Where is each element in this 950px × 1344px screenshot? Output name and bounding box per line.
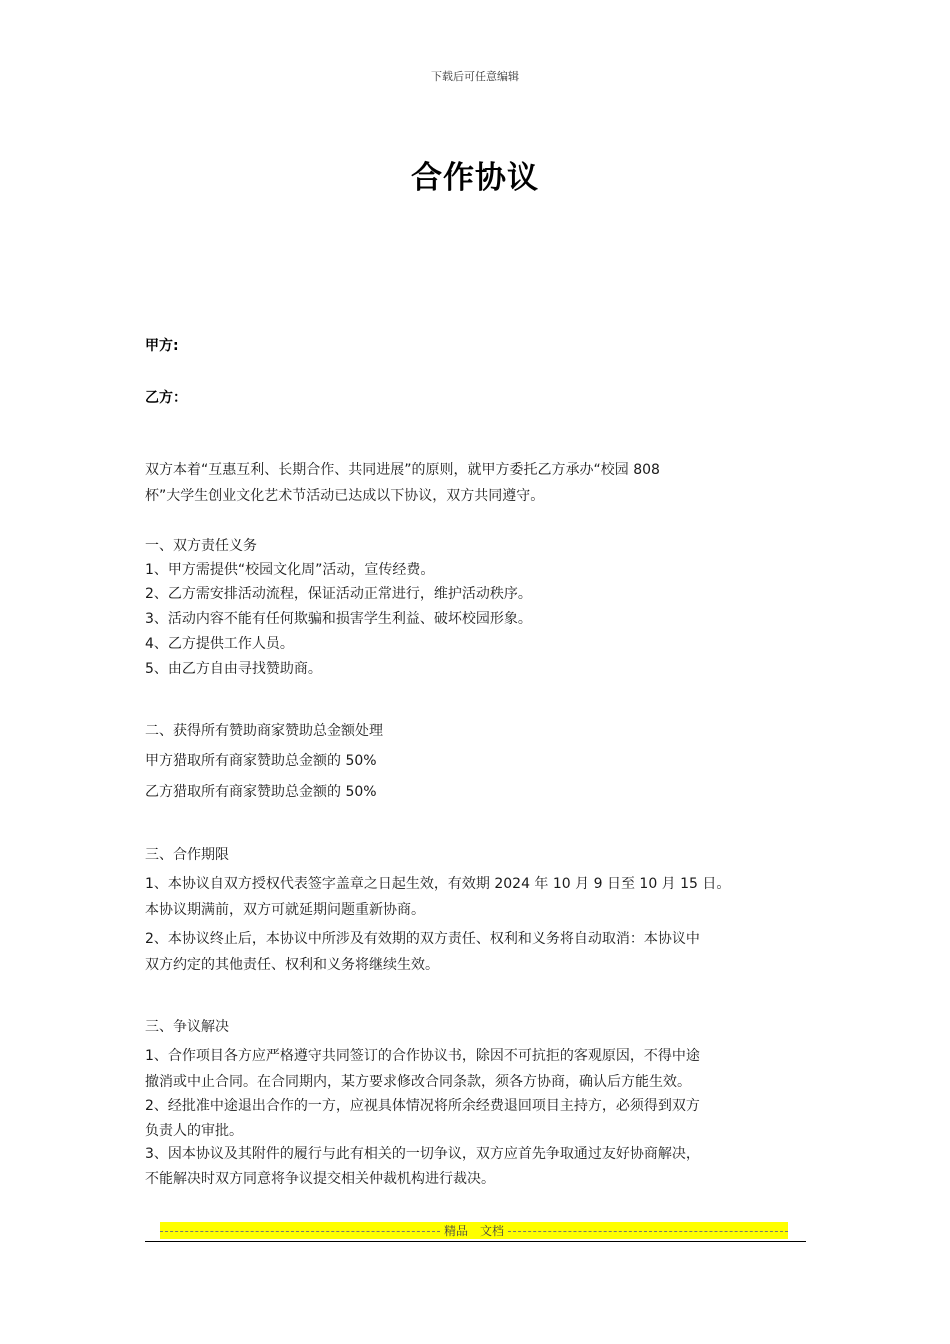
clause-line: 5、由乙方自由寻找赞助商。 — [145, 661, 322, 677]
clause-line: 乙方猎取所有商家赞助总金额的 50% — [145, 784, 377, 800]
section-heading: 二、获得所有赞助商家赞助总金额处理 — [145, 723, 383, 739]
clause-line: 甲方猎取所有商家赞助总金额的 50% — [145, 753, 377, 769]
clause-line: 4、乙方提供工作人员。 — [145, 636, 294, 652]
clause-line: 本协议期满前，双方可就延期问题重新协商。 — [145, 902, 425, 918]
clause-line: 2、乙方需安排活动流程，保证活动正常进行，维护活动秩序。 — [145, 586, 532, 602]
clause-line: 2、本协议终止后，本协议中所涉及有效期的双方责任、权利和义务将自动取消：本协议中 — [145, 931, 700, 947]
footer-rule — [145, 1241, 806, 1242]
section-heading: 三、合作期限 — [145, 847, 229, 863]
footer-dash-left — [160, 1231, 440, 1232]
clause-line: 1、合作项目各方应严格遵守共同签订的合作协议书，除因不可抗拒的客观原因，不得中途 — [145, 1048, 700, 1064]
party-a-label: 甲方: — [145, 338, 179, 354]
top-note: 下载后可任意编辑 — [431, 70, 519, 83]
section-heading: 一、双方责任义务 — [145, 538, 257, 554]
footer-dash-right — [508, 1231, 788, 1232]
clause-line: 1、甲方需提供“校园文化周”活动，宣传经费。 — [145, 562, 435, 578]
clause-line: 3、因本协议及其附件的履行与此有相关的一切争议，双方应首先争取通过友好协商解决， — [145, 1146, 700, 1162]
intro-line: 双方本着“互惠互利、长期合作、共同进展”的原则，就甲方委托乙方承办“校园 808 — [145, 462, 660, 478]
party-b-label: 乙方： — [145, 390, 187, 406]
clause-line: 1、本协议自双方授权代表签字盖章之日起生效，有效期 2024 年 10 月 9 日至 10 月 15 日。 — [145, 876, 731, 892]
intro-line: 杯”大学生创业文化艺术节活动已达成以下协议，双方共同遵守。 — [145, 488, 545, 504]
clause-line: 负责人的审批。 — [145, 1123, 243, 1139]
clause-line: 3、活动内容不能有任何欺骗和损害学生利益、破坏校园形象。 — [145, 611, 532, 627]
clause-line: 不能解决时双方同意将争议提交相关仲裁机构进行裁决。 — [145, 1171, 495, 1187]
footer-label: 精品 文档 — [444, 1224, 505, 1238]
footer-highlight-band — [160, 1222, 788, 1239]
section-heading: 三、争议解决 — [145, 1019, 229, 1035]
clause-line: 双方约定的其他责任、权利和义务将继续生效。 — [145, 957, 439, 973]
document-title: 合作协议 — [411, 160, 539, 196]
clause-line: 2、经批准中途退出合作的一方，应视具体情况将所余经费退回项目主持方，必须得到双方 — [145, 1098, 700, 1114]
clause-line: 撤消或中止合同。在合同期内，某方要求修改合同条款，须各方协商，确认后方能生效。 — [145, 1074, 691, 1090]
